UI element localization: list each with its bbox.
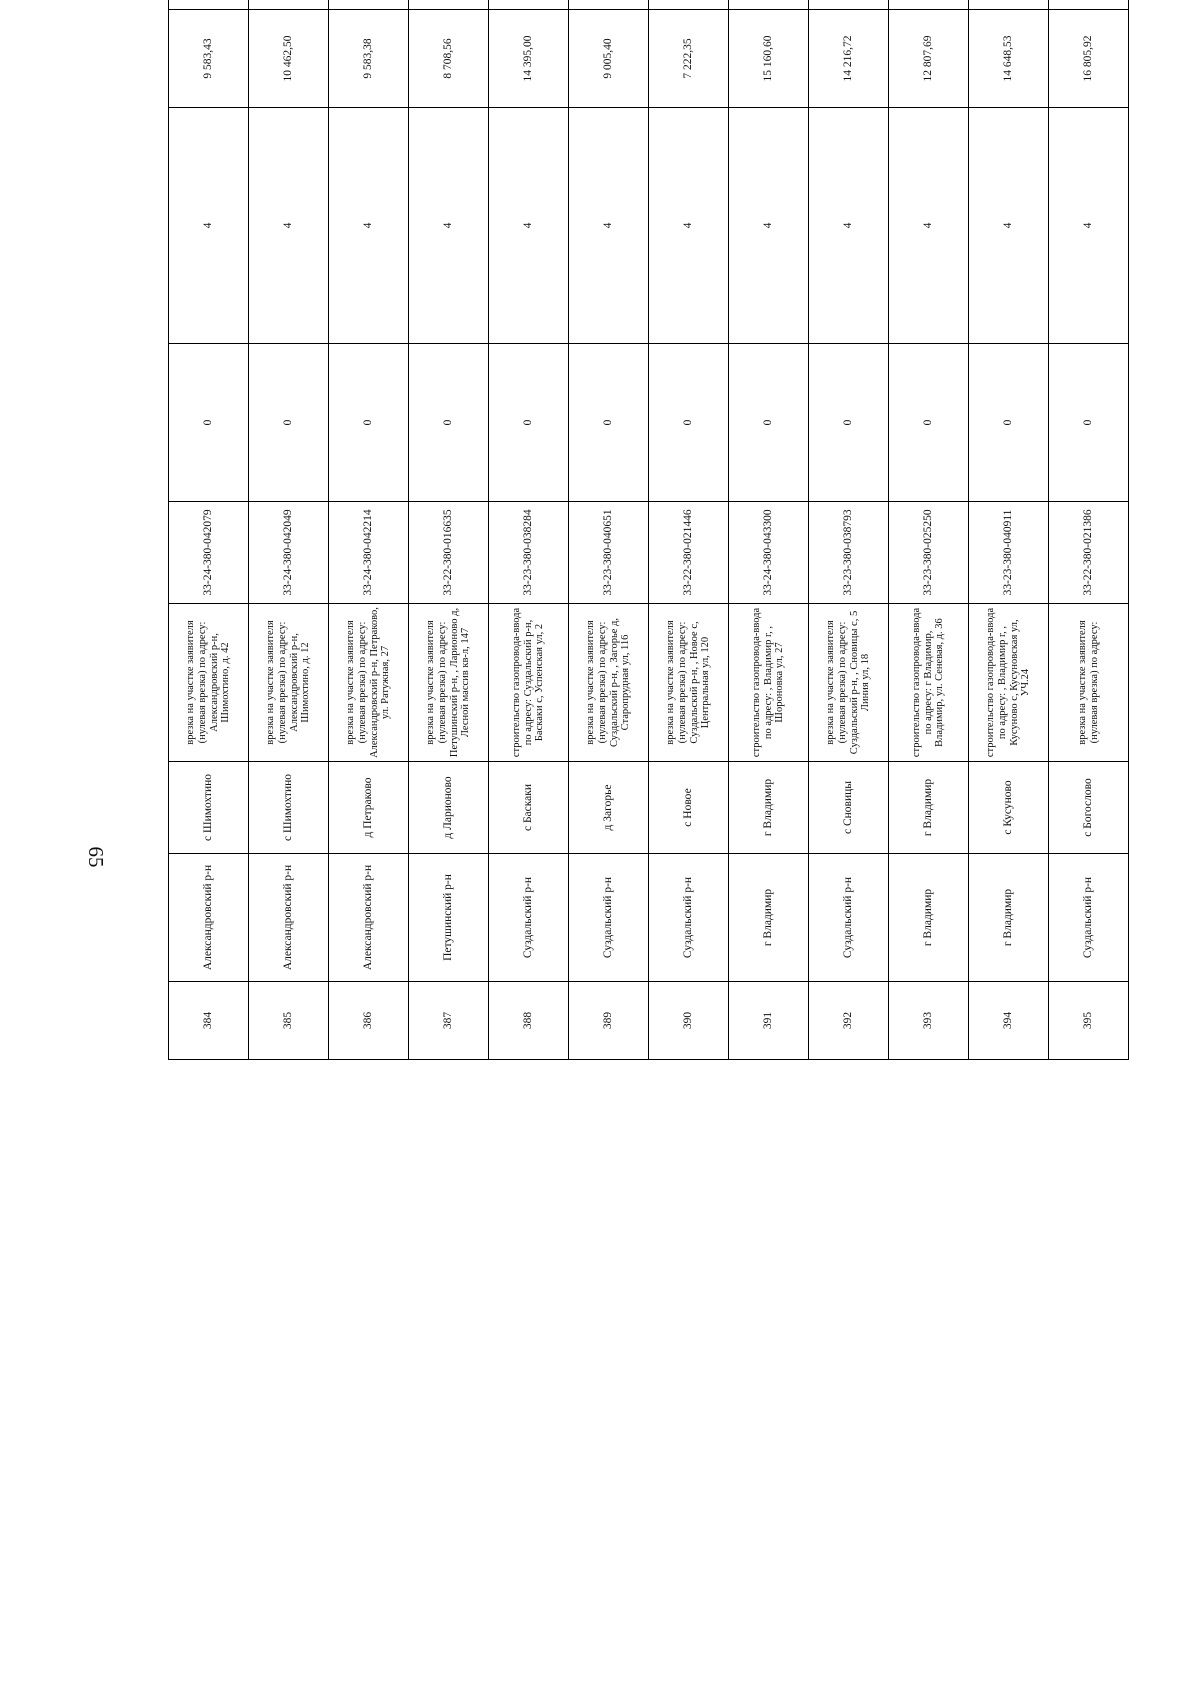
column-6-cell: 0 xyxy=(489,344,569,502)
column-7-cell: 4 xyxy=(889,108,969,344)
district-cell: Суздальский р-н xyxy=(1049,854,1129,982)
application-code-cell: 33-24-380-042079 xyxy=(169,502,249,604)
row-number: 392 xyxy=(809,982,889,1060)
district-cell: Александровский р-н xyxy=(329,854,409,982)
row-number: 384 xyxy=(169,982,249,1060)
column-9-amount-cell xyxy=(569,0,649,10)
column-6-cell: 0 xyxy=(249,344,329,502)
work-description-cell: врезка на участке заявителя (нулевая врезка) по адресу: Александровский р-н, Шимохтино, д. 42 xyxy=(169,604,249,762)
settlement-cell: с Кусуново xyxy=(969,762,1049,854)
row-number: 389 xyxy=(569,982,649,1060)
table-row xyxy=(969,0,1049,1060)
row-number: 387 xyxy=(409,982,489,1060)
column-7-cell: 4 xyxy=(329,108,409,344)
column-6-cell: 0 xyxy=(169,344,249,502)
table-row xyxy=(729,0,809,1060)
column-6-cell: 0 xyxy=(569,344,649,502)
district-cell: Суздальский р-н xyxy=(809,854,889,982)
page-number: 65 xyxy=(84,846,108,868)
district-cell: г Владимир xyxy=(969,854,1049,982)
table-row xyxy=(169,0,249,1060)
work-description-cell: врезка на участке заявителя (нулевая врезка) по адресу: Суздальский р-н, , Загорье д, Старопрудная ул, 116 xyxy=(569,604,649,762)
column-6-cell: 0 xyxy=(409,344,489,502)
table-row xyxy=(889,0,969,1060)
column-7-cell: 4 xyxy=(409,108,489,344)
column-9-amount-cell xyxy=(969,0,1049,10)
work-description-cell: врезка на участке заявителя (нулевая врезка) по адресу: Суздальский р-н, , Новое с, Центральная ул, 120 xyxy=(649,604,729,762)
row-number: 395 xyxy=(1049,982,1129,1060)
settlement-cell: с Баскаки xyxy=(489,762,569,854)
application-code-cell: 33-24-380-042214 xyxy=(329,502,409,604)
settlement-cell: д Ларионово xyxy=(409,762,489,854)
district-cell: Александровский р-н xyxy=(249,854,329,982)
row-number: 385 xyxy=(249,982,329,1060)
column-9-amount-cell xyxy=(1049,0,1129,10)
column-9-amount-cell xyxy=(729,0,809,10)
district-cell: Суздальский р-н xyxy=(649,854,729,982)
table-row xyxy=(329,0,409,1060)
settlement-cell: г Владимир xyxy=(729,762,809,854)
column-8-amount-cell: 12 807,69 xyxy=(889,10,969,108)
column-8-amount-cell: 14 648,53 xyxy=(969,10,1049,108)
work-description-cell: врезка на участке заявителя (нулевая врезка) по адресу: Суздальский р-н, , Сновицы с, 5 Линия ул, 18 xyxy=(809,604,889,762)
column-9-amount-cell xyxy=(489,0,569,10)
application-code-cell: 33-22-380-021446 xyxy=(649,502,729,604)
column-8-amount-cell: 10 462,50 xyxy=(249,10,329,108)
settlement-cell: с Новое xyxy=(649,762,729,854)
application-code-cell: 33-22-380-016635 xyxy=(409,502,489,604)
district-cell: г Владимир xyxy=(889,854,969,982)
work-description-cell: врезка на участке заявителя (нулевая врезка) по адресу: Петушинский р-н, , Ларионово д, Лесной массив кв-л, 147 xyxy=(409,604,489,762)
column-6-cell: 0 xyxy=(889,344,969,502)
column-6-cell: 0 xyxy=(329,344,409,502)
column-7-cell: 4 xyxy=(489,108,569,344)
column-6-cell: 0 xyxy=(969,344,1049,502)
settlement-cell: с Богослово xyxy=(1049,762,1129,854)
row-number: 394 xyxy=(969,982,1049,1060)
table-row xyxy=(809,0,889,1060)
application-code-cell: 33-23-380-040651 xyxy=(569,502,649,604)
column-7-cell: 4 xyxy=(169,108,249,344)
column-9-amount-cell xyxy=(889,0,969,10)
column-7-cell: 4 xyxy=(1049,108,1129,344)
column-7-cell: 4 xyxy=(569,108,649,344)
column-6-cell: 0 xyxy=(649,344,729,502)
district-cell: Александровский р-н xyxy=(169,854,249,982)
column-9-amount-cell xyxy=(169,0,249,10)
work-description-cell: врезка на участке заявителя (нулевая врезка) по адресу: Александровский р-н, Шимохтино, д. 12 xyxy=(249,604,329,762)
column-9-amount-cell xyxy=(409,0,489,10)
district-cell: Петушинский р-н xyxy=(409,854,489,982)
column-9-amount-cell xyxy=(329,0,409,10)
table-row xyxy=(1049,0,1129,1060)
table-row xyxy=(649,0,729,1060)
column-7-cell: 4 xyxy=(729,108,809,344)
rotated-table-container xyxy=(168,35,1128,1620)
column-6-cell: 0 xyxy=(729,344,809,502)
work-description-cell: строительство газопровода-ввода по адресу: г Владимир, Владимир, ул. Сеневая, д. 36 xyxy=(889,604,969,762)
row-number: 388 xyxy=(489,982,569,1060)
work-description-cell: строительство газопровода-ввода по адресу: Суздальский р-н, Баскаки с, Успенская ул, 2 xyxy=(489,604,569,762)
application-code-cell: 33-24-380-042049 xyxy=(249,502,329,604)
row-number: 386 xyxy=(329,982,409,1060)
application-code-cell: 33-24-380-043300 xyxy=(729,502,809,604)
column-8-amount-cell: 9 583,38 xyxy=(329,10,409,108)
table-row xyxy=(569,0,649,1060)
column-7-cell: 4 xyxy=(249,108,329,344)
column-8-amount-cell: 15 160,60 xyxy=(729,10,809,108)
table-row xyxy=(249,0,329,1060)
work-description-cell: строительство газопровода-ввода по адресу: , Владимир г, , Кусуново с, Кусуновская ул, УЧ.24 xyxy=(969,604,1049,762)
settlement-cell: д Петраково xyxy=(329,762,409,854)
column-7-cell: 4 xyxy=(809,108,889,344)
row-number: 393 xyxy=(889,982,969,1060)
column-8-amount-cell: 7 222,35 xyxy=(649,10,729,108)
district-cell: Суздальский р-н xyxy=(489,854,569,982)
column-9-amount-cell xyxy=(649,0,729,10)
application-code-cell: 33-22-380-021386 xyxy=(1049,502,1129,604)
settlement-cell: с Шимохтино xyxy=(249,762,329,854)
application-code-cell: 33-23-380-025250 xyxy=(889,502,969,604)
settlement-cell: г Владимир xyxy=(889,762,969,854)
work-description-cell: врезка на участке заявителя (нулевая врезка) по адресу: xyxy=(1049,604,1129,762)
application-code-cell: 33-23-380-038793 xyxy=(809,502,889,604)
row-number: 391 xyxy=(729,982,809,1060)
work-description-cell: врезка на участке заявителя (нулевая врезка) по адресу: Александровский р-н, Петраково, ул. Ратужная, 27 xyxy=(329,604,409,762)
gas-connection-table xyxy=(168,0,1129,1060)
application-code-cell: 33-23-380-038284 xyxy=(489,502,569,604)
district-cell: Суздальский р-н xyxy=(569,854,649,982)
settlement-cell: с Сновицы xyxy=(809,762,889,854)
column-8-amount-cell: 9 005,40 xyxy=(569,10,649,108)
district-cell: г Владимир xyxy=(729,854,809,982)
column-7-cell: 4 xyxy=(969,108,1049,344)
table-row xyxy=(409,0,489,1060)
settlement-cell: д Загорье xyxy=(569,762,649,854)
work-description-cell: строительство газопровода-ввода по адресу: , Владимир г, , Шороновка ул, 27 xyxy=(729,604,809,762)
table-row xyxy=(489,0,569,1060)
column-8-amount-cell: 8 708,56 xyxy=(409,10,489,108)
column-9-amount-cell xyxy=(809,0,889,10)
settlement-cell: с Шимохтино xyxy=(169,762,249,854)
column-8-amount-cell: 9 583,43 xyxy=(169,10,249,108)
column-6-cell: 0 xyxy=(1049,344,1129,502)
column-8-amount-cell: 14 216,72 xyxy=(809,10,889,108)
column-9-amount-cell xyxy=(249,0,329,10)
column-8-amount-cell: 16 805,92 xyxy=(1049,10,1129,108)
application-code-cell: 33-23-380-040911 xyxy=(969,502,1049,604)
row-number: 390 xyxy=(649,982,729,1060)
table-body xyxy=(169,0,1129,1060)
column-7-cell: 4 xyxy=(649,108,729,344)
column-6-cell: 0 xyxy=(809,344,889,502)
column-8-amount-cell: 14 395,00 xyxy=(489,10,569,108)
